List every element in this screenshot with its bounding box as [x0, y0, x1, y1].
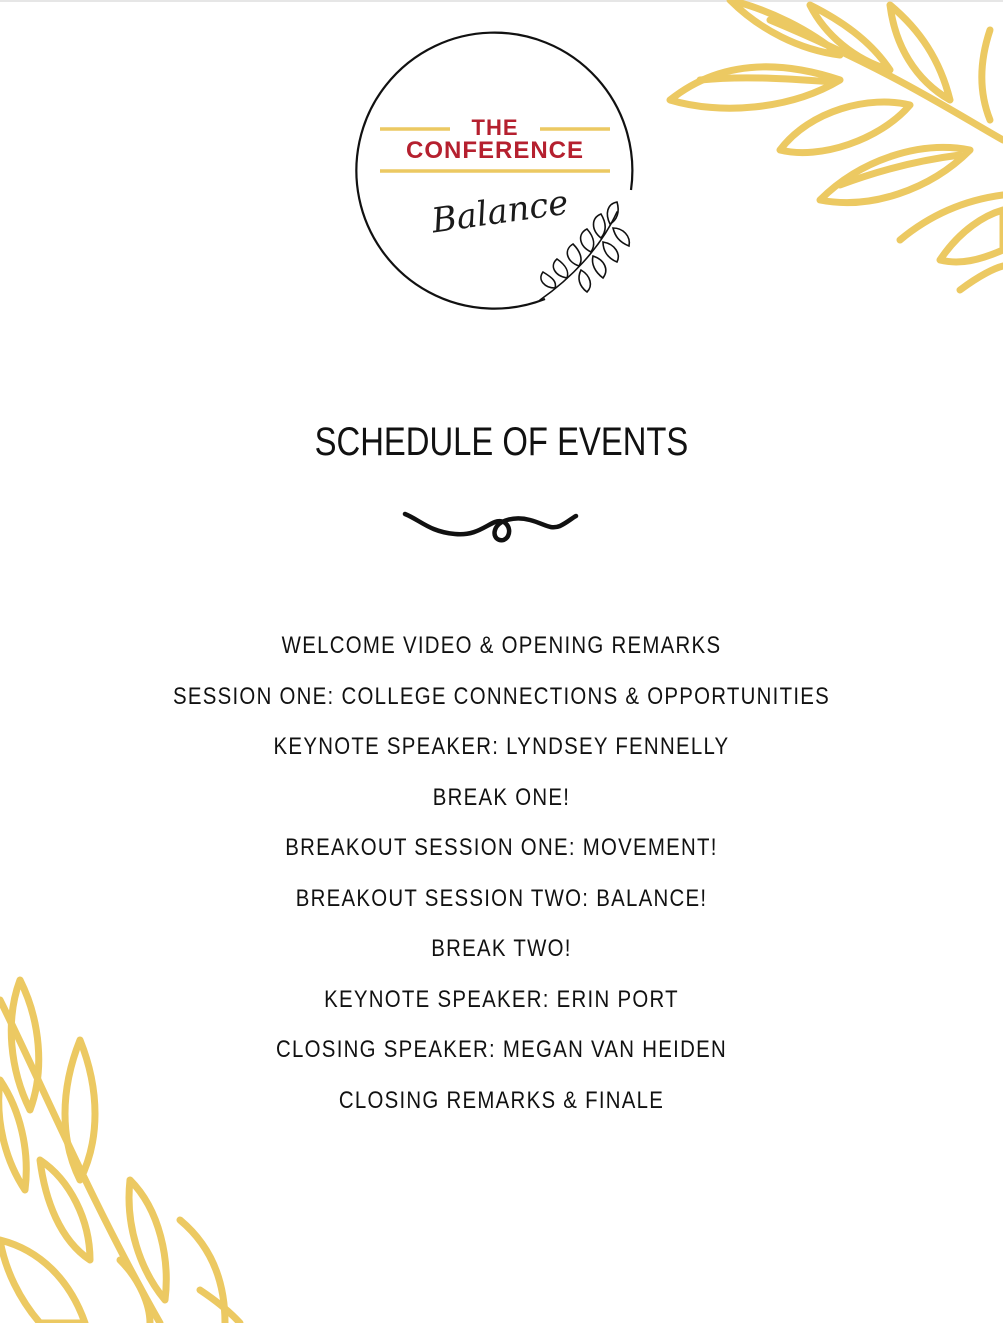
event-item: KEYNOTE SPEAKER: ERIN PORT	[324, 985, 679, 1013]
event-item: BREAK ONE!	[432, 783, 571, 811]
event-item: CLOSING REMARKS & FINALE	[338, 1086, 665, 1114]
page-title: SCHEDULE OF EVENTS	[314, 420, 689, 464]
logo-script-balance: Balance	[429, 182, 571, 242]
logo-line-conference: CONFERENCE	[405, 137, 584, 164]
event-item: BREAKOUT SESSION ONE: MOVEMENT!	[285, 834, 718, 861]
event-item: CLOSING SPEAKER: MEGAN VAN HEIDEN	[276, 1036, 727, 1063]
events-list	[0, 624, 1003, 1129]
event-item: KEYNOTE SPEAKER: LYNDSEY FENNELLY	[273, 733, 730, 760]
logo-line-the: THE	[471, 115, 519, 140]
event-item: WELCOME VIDEO & OPENING REMARKS	[281, 632, 722, 659]
event-item: BREAKOUT SESSION TWO: BALANCE!	[295, 884, 708, 912]
logo-graphic	[355, 24, 645, 314]
gold-leaf-branch-icon	[660, 0, 1003, 300]
event-item: SESSION ONE: COLLEGE CONNECTIONS & OPPORTUNITIES	[172, 682, 831, 710]
conference-logo	[355, 24, 645, 314]
event-item: BREAK TWO!	[431, 935, 572, 962]
flourish-divider-icon	[400, 500, 580, 548]
